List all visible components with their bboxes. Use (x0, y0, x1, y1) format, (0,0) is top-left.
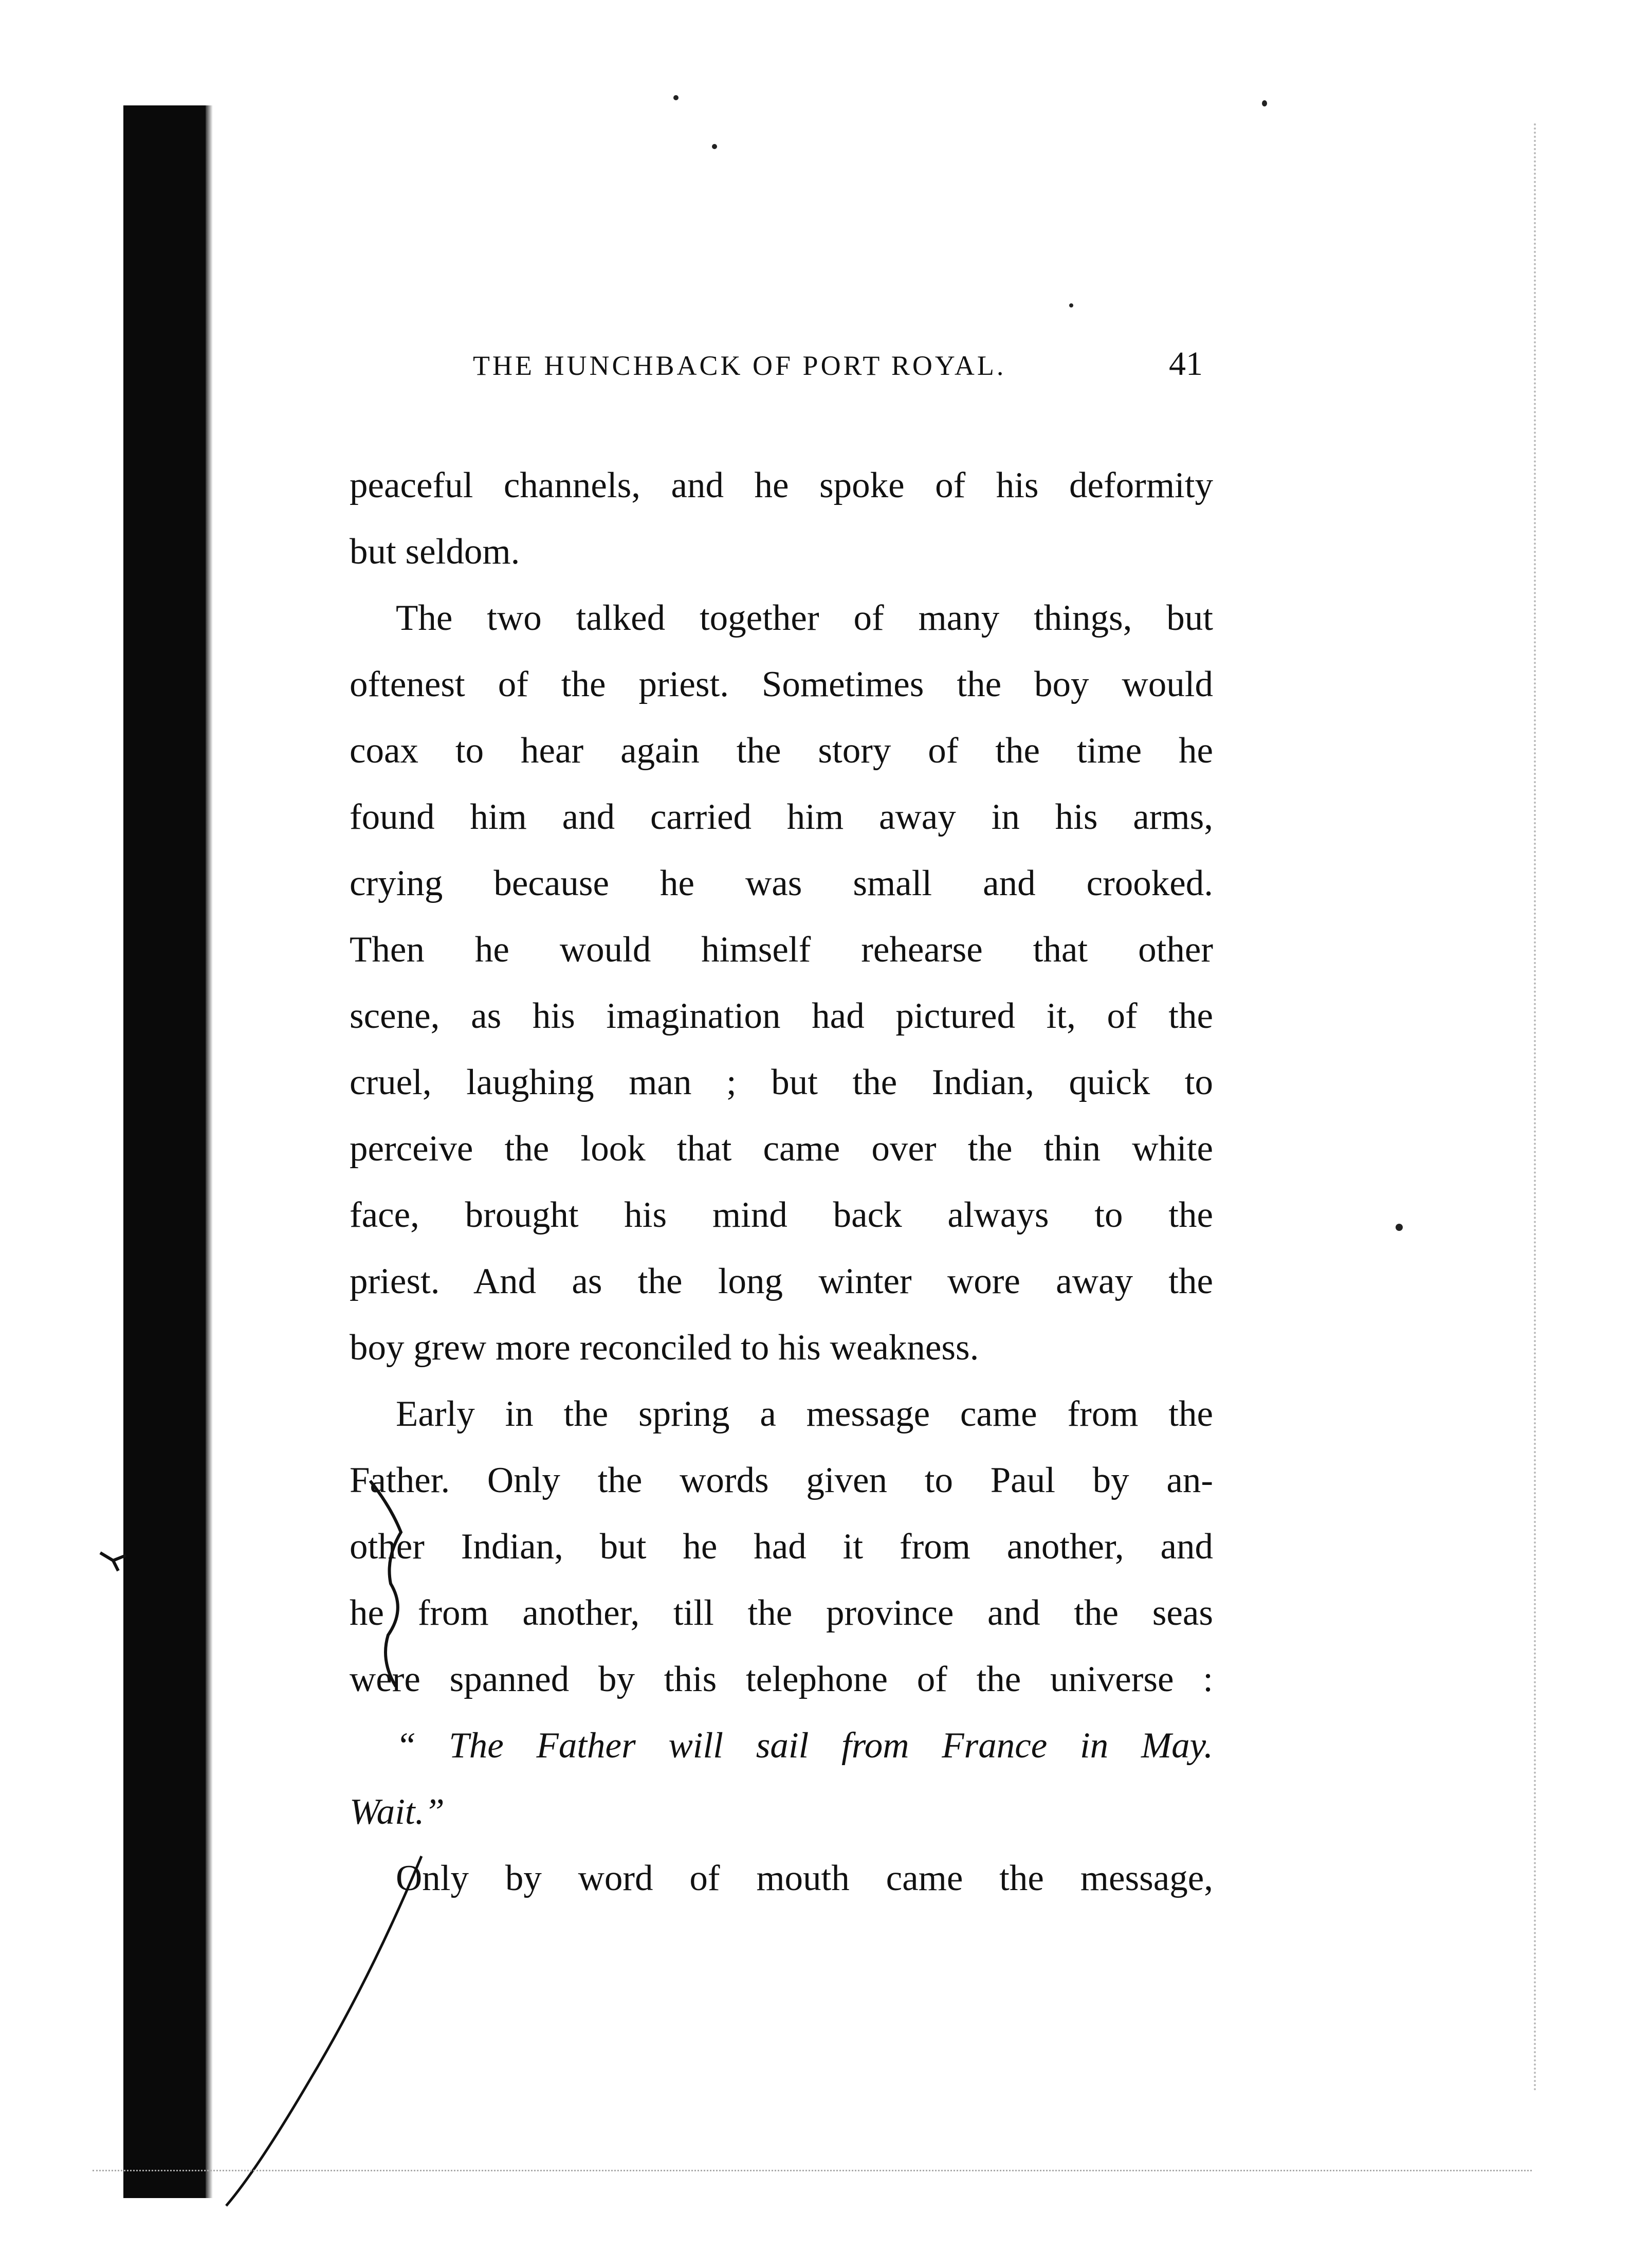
text-line: cruel, laughing man ; but the Indian, quick to (350, 1062, 1213, 1102)
text-line: Then he would himself rehearse that other (350, 930, 1213, 970)
text-line: but seldom. (350, 532, 520, 572)
text-line: other Indian, but he had it from another, and (350, 1527, 1213, 1567)
text-line: Wait.” (350, 1792, 445, 1832)
text-line: perceive the look that came over the thin white (350, 1129, 1213, 1169)
text-line: Early in the spring a message came from the (396, 1394, 1213, 1434)
text-line: coax to hear again the story of the time he (350, 731, 1213, 771)
text-line: oftenest of the priest. Sometimes the boy would (350, 664, 1213, 704)
running-head (350, 334, 1213, 386)
text-line: peaceful channels, and he spoke of his deformity (350, 465, 1213, 505)
speck (1396, 1224, 1403, 1231)
ink-smudge-icon (98, 1543, 129, 1573)
book-binding-shadow (123, 105, 211, 2198)
text-line: face, brought his mind back always to the (350, 1195, 1213, 1235)
paragraph (350, 452, 1213, 585)
pencil-stroke-icon (216, 1851, 432, 2211)
text-line: were spanned by this telephone of the universe : (350, 1659, 1213, 1699)
book-page (350, 334, 1213, 1912)
paragraph (350, 1845, 1213, 1912)
running-title: THE HUNCHBACK OF PORT ROYAL. (473, 350, 1006, 381)
scan-noise (93, 2170, 1532, 2192)
text-line: Father. Only the words given to Paul by an- (350, 1460, 1213, 1500)
speck (673, 95, 679, 100)
text-line: crying because he was small and crooked. (350, 863, 1213, 903)
text-line: “ The Father will sail from France in May. (396, 1726, 1213, 1766)
text-line: The two talked together of many things, but (396, 598, 1213, 638)
paragraph (350, 585, 1213, 1381)
text-line: scene, as his imagination had pictured it, of the (350, 996, 1213, 1036)
text-line: found him and carried him away in his arms, (350, 797, 1213, 837)
quoted-message (350, 1713, 1213, 1845)
page-number: 41 (1169, 345, 1203, 383)
speck (1262, 100, 1267, 106)
text-line: priest. And as the long winter wore away the (350, 1261, 1213, 1301)
body-text (350, 452, 1213, 1912)
scan-edge-line (1534, 123, 1536, 2093)
pencil-bracket-icon (360, 1476, 422, 1692)
speck (712, 144, 717, 149)
text-line: Only by word of mouth came the message, (396, 1858, 1213, 1898)
speck (1069, 303, 1073, 307)
text-line: boy grew more reconciled to his weakness. (350, 1328, 979, 1368)
text-line: he from another, till the province and the seas (350, 1593, 1213, 1633)
binding-edge (206, 105, 213, 2198)
paragraph (350, 1381, 1213, 1713)
